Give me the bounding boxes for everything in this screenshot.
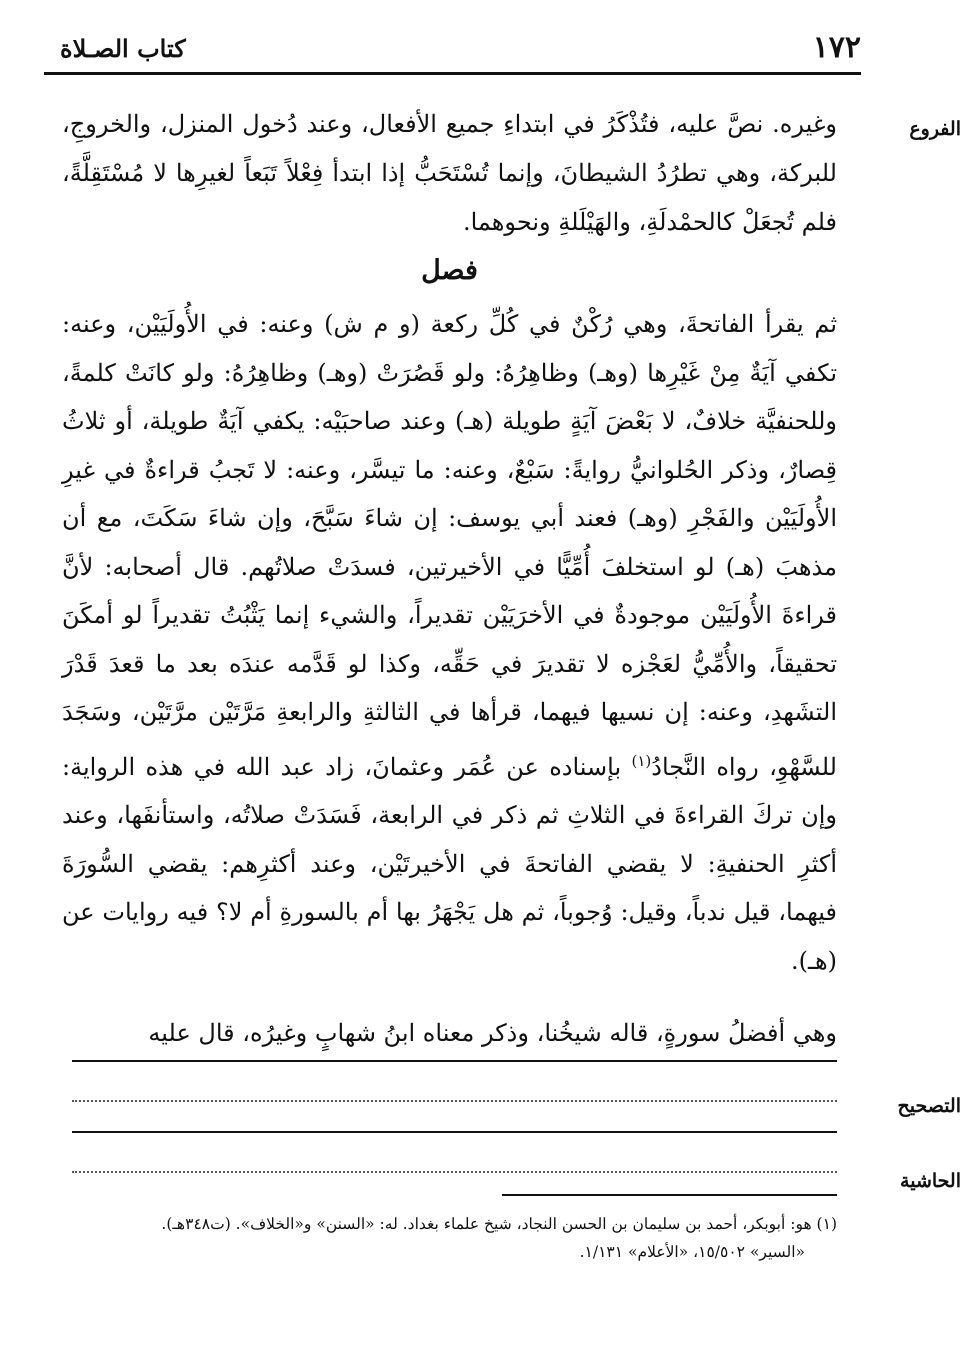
main-text-part-b: بإسناده عن عُمَر وعثمانَ، زاد عبد الله في هذه الرواية: وإن تركَ القراءةَ في الثلاثِ ثم ذكر في الرابعة، فَسَدَتْ صلاتُه، واستأنفَها، وعند أكثرِ الحنفيةِ: لا يقضي الفاتحةَ في الأخيرتَيْن، وعند أكثرِهم: يقضي السُّورَةَ فيهما، قيل ندباً، وقيل: وُجوباً، ثم هل يَجْهَرُ بها أم بالسورةِ أم لا؟ فيه روايات عن (هـ).	[62, 752, 837, 975]
footnote-line-2: «السير» ١٥/٥٠٢، «الأعلام» ١/١٣١.	[579, 1243, 805, 1261]
section-heading: فصل	[421, 255, 478, 286]
page-header	[40, 28, 861, 72]
side-label-tashih: التصحيح	[897, 1095, 961, 1117]
hashiya-top-rule	[72, 1131, 837, 1133]
footnote-line-1: (١) هو: أبوبكر، أحمد بن سليمان بن الحسن النجاد، شيخ علماء بغداد. له: «السنن» و«الخلاف». (ت٣٤٨هـ).	[161, 1215, 837, 1233]
main-text-part-a: ثم يقرأ الفاتحةَ، وهي رُكْنٌ في كُلِّ ركعة (و م ش) وعنه: في الأُولَيَيْن، وعنه: تكفي آيَةٌ مِنْ غَيْرِها (وهـ) وظاهِرُهُ: ولو قَصُرَتْ (وهـ) وظاهِرُهُ: ولو كانَتْ كلمةً، وللحنفيَّة خلافٌ، لا بَعْضَ آيَةٍ طويلة (هـ) وعند صاحبَيْه: يكفي آيَةٌ طويلة، أو ثلاثُ قِصارٌ، وذكر الحُلوانيُّ روايةً: سَبْعٌ، وعنه: ما تيسَّر، وعنه: لا تَجبُ قراءةٌ في غيرِ الأُولَيَيْن والفَجْرِ (وهـ) فعند أبي يوسف: إن شاءَ سَبَّحَ، وإن شاءَ سَكَتَ، مع أن مذهبَ (هـ) لو استخلفَ أُمِّيًّا في الأخيرتين، فسدَتْ صلاتُهم. قال أصحابه: لأنَّ قراءةَ الأُولَيَيْن موجودةٌ في الأخرَيَيْن تقديراً، والشيء إنما يَثْبُتُ تقديراً لو أمكَنَ تحقيقاً، والأُمِّيُّ لعَجْزه لا تقديرَ في حَقِّه، وكذا لو قَدَّمه عندَه بعد ما قعدَ قَدْرَ التشَهدِ، وعنه: إن نسيها فيهما، قرأها في الثالثةِ والرابعةِ مَرَّتَيْن مرَّتَيْن، وسَجَدَ للسَّهْوِ، رواه النَّجادُ	[62, 310, 837, 781]
running-title: كتاب الصـلاة	[60, 34, 186, 63]
last-paragraph: وهي أفضلُ سورةٍ، قاله شيخُنا، وذكر معناه ابنُ شهابٍ وغيرُه، قال عليه	[148, 1019, 837, 1047]
footnote-separator	[502, 1194, 837, 1196]
footnote	[72, 1210, 837, 1266]
main-paragraph	[62, 300, 837, 985]
tashih-dotted-line	[72, 1100, 837, 1102]
page-number: ١٧٢	[812, 30, 861, 65]
footnote-reference[interactable]: (١)	[631, 751, 652, 770]
side-label-hashiya: الحاشية	[900, 1170, 961, 1192]
furu-paragraph: وغيره. نصَّ عليه، فتُذْكَرُ في ابتداءِ جميع الأفعال، وعند دُخول المنزل، والخروجِ، للبركة، وهي تطرُدُ الشيطانَ، وإنما تُسْتَحَبُّ إذا ابتدأ فِعْلاً تَبَعاً لغيرِها لا مُسْتَقِلَّةً، فلم تُجعَلْ كالحمْدلَةِ، والهَيْلَلةِ ونحوهما.	[62, 110, 837, 236]
hashiya-dotted-line	[72, 1171, 837, 1173]
tashih-top-rule	[72, 1060, 837, 1062]
side-label-furu: الفروع	[909, 118, 961, 140]
header-divider	[44, 72, 861, 75]
